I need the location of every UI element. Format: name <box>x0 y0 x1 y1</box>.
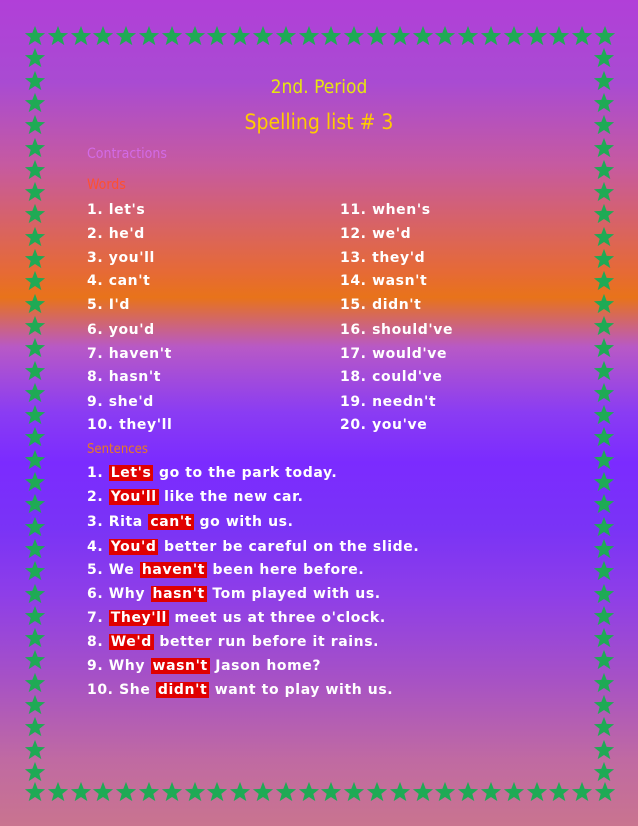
star-icon <box>70 25 92 47</box>
star-icon <box>92 25 114 47</box>
star-icon <box>24 315 46 337</box>
word-item: 7. haven't <box>87 346 172 362</box>
star-icon <box>161 781 183 803</box>
star-icon <box>343 25 365 47</box>
word-item: 14. wasn't <box>340 273 428 289</box>
word-item: 17. would've <box>340 346 448 362</box>
word-item: 1. let's <box>87 202 146 218</box>
word-item: 18. could've <box>340 369 443 385</box>
star-icon <box>434 25 456 47</box>
star-icon <box>24 649 46 671</box>
star-icon <box>24 583 46 605</box>
sentence-text: 4. <box>87 539 109 555</box>
star-icon <box>366 781 388 803</box>
sentence-text: 6. Why <box>87 586 151 602</box>
star-icon <box>593 694 615 716</box>
star-icon <box>389 781 411 803</box>
sentence-text: better be careful on the slide. <box>158 539 420 555</box>
word-item: 15. didn't <box>340 297 422 313</box>
star-icon <box>298 781 320 803</box>
star-icon <box>571 25 593 47</box>
sentence-text: go to the park today. <box>153 465 338 481</box>
sentence-text: like the new car. <box>158 489 304 505</box>
highlighted-contraction: We'd <box>110 634 152 650</box>
star-icon <box>24 449 46 471</box>
star-icon <box>593 739 615 761</box>
highlighted-contraction: wasn't <box>152 658 208 674</box>
star-icon <box>24 337 46 359</box>
word-item: 20. you've <box>340 417 428 433</box>
highlighted-contraction: Let's <box>110 465 152 481</box>
word-item: 12. we'd <box>340 226 412 242</box>
star-icon <box>24 270 46 292</box>
star-icon <box>593 605 615 627</box>
star-icon <box>24 781 46 803</box>
star-icon <box>24 426 46 448</box>
star-icon <box>593 560 615 582</box>
period-heading: 2nd. Period <box>270 76 368 98</box>
star-icon <box>593 248 615 270</box>
star-icon <box>24 560 46 582</box>
star-icon <box>593 538 615 560</box>
star-icon <box>24 694 46 716</box>
star-icon <box>206 781 228 803</box>
star-icon <box>24 159 46 181</box>
star-icon <box>434 781 456 803</box>
star-icon <box>24 761 46 783</box>
sentence-text: been here before. <box>207 562 365 578</box>
star-icon <box>593 270 615 292</box>
star-icon <box>47 781 69 803</box>
star-icon <box>24 516 46 538</box>
star-icon <box>593 226 615 248</box>
highlighted-contraction: They'll <box>110 610 167 626</box>
star-icon <box>24 360 46 382</box>
star-icon <box>229 781 251 803</box>
star-icon <box>503 25 525 47</box>
star-icon <box>24 404 46 426</box>
star-icon <box>92 781 114 803</box>
star-icon <box>138 781 160 803</box>
spelling-list-title: Spelling list # 3 <box>244 110 394 134</box>
star-icon <box>526 25 548 47</box>
word-item: 4. can't <box>87 273 151 289</box>
star-icon <box>47 25 69 47</box>
star-icon <box>275 25 297 47</box>
star-icon <box>24 181 46 203</box>
star-icon <box>593 293 615 315</box>
sentence-item <box>87 489 304 505</box>
star-icon <box>115 781 137 803</box>
sentence-item <box>87 562 364 578</box>
sentence-text: 7. <box>87 610 109 626</box>
star-icon <box>24 25 46 47</box>
highlighted-contraction: can't <box>150 514 193 530</box>
star-icon <box>593 493 615 515</box>
star-icon <box>70 781 92 803</box>
star-icon <box>24 739 46 761</box>
word-item: 8. hasn't <box>87 369 162 385</box>
star-icon <box>457 25 479 47</box>
star-icon <box>24 47 46 69</box>
star-icon <box>548 25 570 47</box>
star-icon <box>594 25 616 47</box>
star-icon <box>593 315 615 337</box>
star-icon <box>593 337 615 359</box>
star-icon <box>593 471 615 493</box>
word-item: 13. they'd <box>340 250 426 266</box>
star-icon <box>24 716 46 738</box>
words-label: Words <box>87 177 126 193</box>
star-icon <box>571 781 593 803</box>
star-icon <box>480 781 502 803</box>
sentence-item <box>87 586 381 602</box>
star-icon <box>389 25 411 47</box>
star-icon <box>548 781 570 803</box>
star-icon <box>480 25 502 47</box>
star-icon <box>24 293 46 315</box>
star-icon <box>24 382 46 404</box>
star-icon <box>24 538 46 560</box>
word-item: 2. he'd <box>87 226 145 242</box>
sentence-text: 9. Why <box>87 658 151 674</box>
highlighted-contraction: hasn't <box>152 586 205 602</box>
star-icon <box>593 181 615 203</box>
contractions-label: Contractions <box>87 146 167 162</box>
star-icon <box>184 781 206 803</box>
star-icon <box>298 25 320 47</box>
star-icon <box>593 382 615 404</box>
word-item: 19. needn't <box>340 394 437 410</box>
star-icon <box>24 248 46 270</box>
sentences-label: Sentences <box>87 442 148 457</box>
star-icon <box>593 716 615 738</box>
sentence-text: 3. Rita <box>87 514 149 530</box>
star-icon <box>115 25 137 47</box>
star-icon <box>593 404 615 426</box>
star-icon <box>412 781 434 803</box>
star-icon <box>24 493 46 515</box>
star-icon <box>593 360 615 382</box>
star-icon <box>593 672 615 694</box>
star-icon <box>320 781 342 803</box>
star-icon <box>457 781 479 803</box>
sentence-text: meet us at three o'clock. <box>168 610 386 626</box>
star-icon <box>24 226 46 248</box>
sentence-text: 5. We <box>87 562 140 578</box>
star-icon <box>343 781 365 803</box>
sentence-text: 8. <box>87 634 109 650</box>
star-icon <box>593 203 615 225</box>
star-icon <box>593 649 615 671</box>
star-icon <box>252 25 274 47</box>
star-icon <box>503 781 525 803</box>
sentence-text: go with us. <box>194 514 294 530</box>
sentence-item <box>87 539 419 555</box>
star-icon <box>161 25 183 47</box>
sentence-item <box>87 465 337 481</box>
highlighted-contraction: You'd <box>110 539 157 555</box>
sentence-item <box>87 658 321 674</box>
star-icon <box>526 781 548 803</box>
star-icon <box>206 25 228 47</box>
star-icon <box>275 781 297 803</box>
star-icon <box>593 426 615 448</box>
star-icon <box>593 159 615 181</box>
sentence-item <box>87 610 386 626</box>
star-icon <box>252 781 274 803</box>
star-icon <box>593 583 615 605</box>
sentence-item <box>87 682 393 698</box>
star-icon <box>24 605 46 627</box>
sentence-text: better run before it rains. <box>153 634 380 650</box>
star-icon <box>24 627 46 649</box>
star-icon <box>593 449 615 471</box>
word-item: 11. when's <box>340 202 431 218</box>
star-icon <box>593 761 615 783</box>
star-icon <box>24 471 46 493</box>
star-icon <box>24 203 46 225</box>
word-item: 6. you'd <box>87 322 155 338</box>
sentence-item <box>87 514 294 530</box>
highlighted-contraction: didn't <box>157 682 208 698</box>
word-item: 16. should've <box>340 322 454 338</box>
star-icon <box>184 25 206 47</box>
star-icon <box>412 25 434 47</box>
star-icon <box>593 516 615 538</box>
sentence-text: Jason home? <box>209 658 322 674</box>
word-item: 5. I'd <box>87 297 131 313</box>
sentence-text: Tom played with us. <box>206 586 381 602</box>
star-icon <box>24 672 46 694</box>
star-icon <box>593 627 615 649</box>
star-icon <box>138 25 160 47</box>
star-icon <box>24 137 46 159</box>
word-item: 10. they'll <box>87 417 173 433</box>
sentence-text: 10. She <box>87 682 156 698</box>
star-icon <box>229 25 251 47</box>
sentence-text: want to play with us. <box>209 682 394 698</box>
sentence-text: 2. <box>87 489 109 505</box>
word-item: 9. she'd <box>87 394 154 410</box>
star-icon <box>320 25 342 47</box>
star-icon <box>593 137 615 159</box>
sentence-text: 1. <box>87 465 109 481</box>
highlighted-contraction: haven't <box>141 562 206 578</box>
star-icon <box>593 47 615 69</box>
star-icon <box>366 25 388 47</box>
star-icon <box>594 781 616 803</box>
sentence-item <box>87 634 379 650</box>
word-item: 3. you'll <box>87 250 155 266</box>
highlighted-contraction: You'll <box>110 489 157 505</box>
